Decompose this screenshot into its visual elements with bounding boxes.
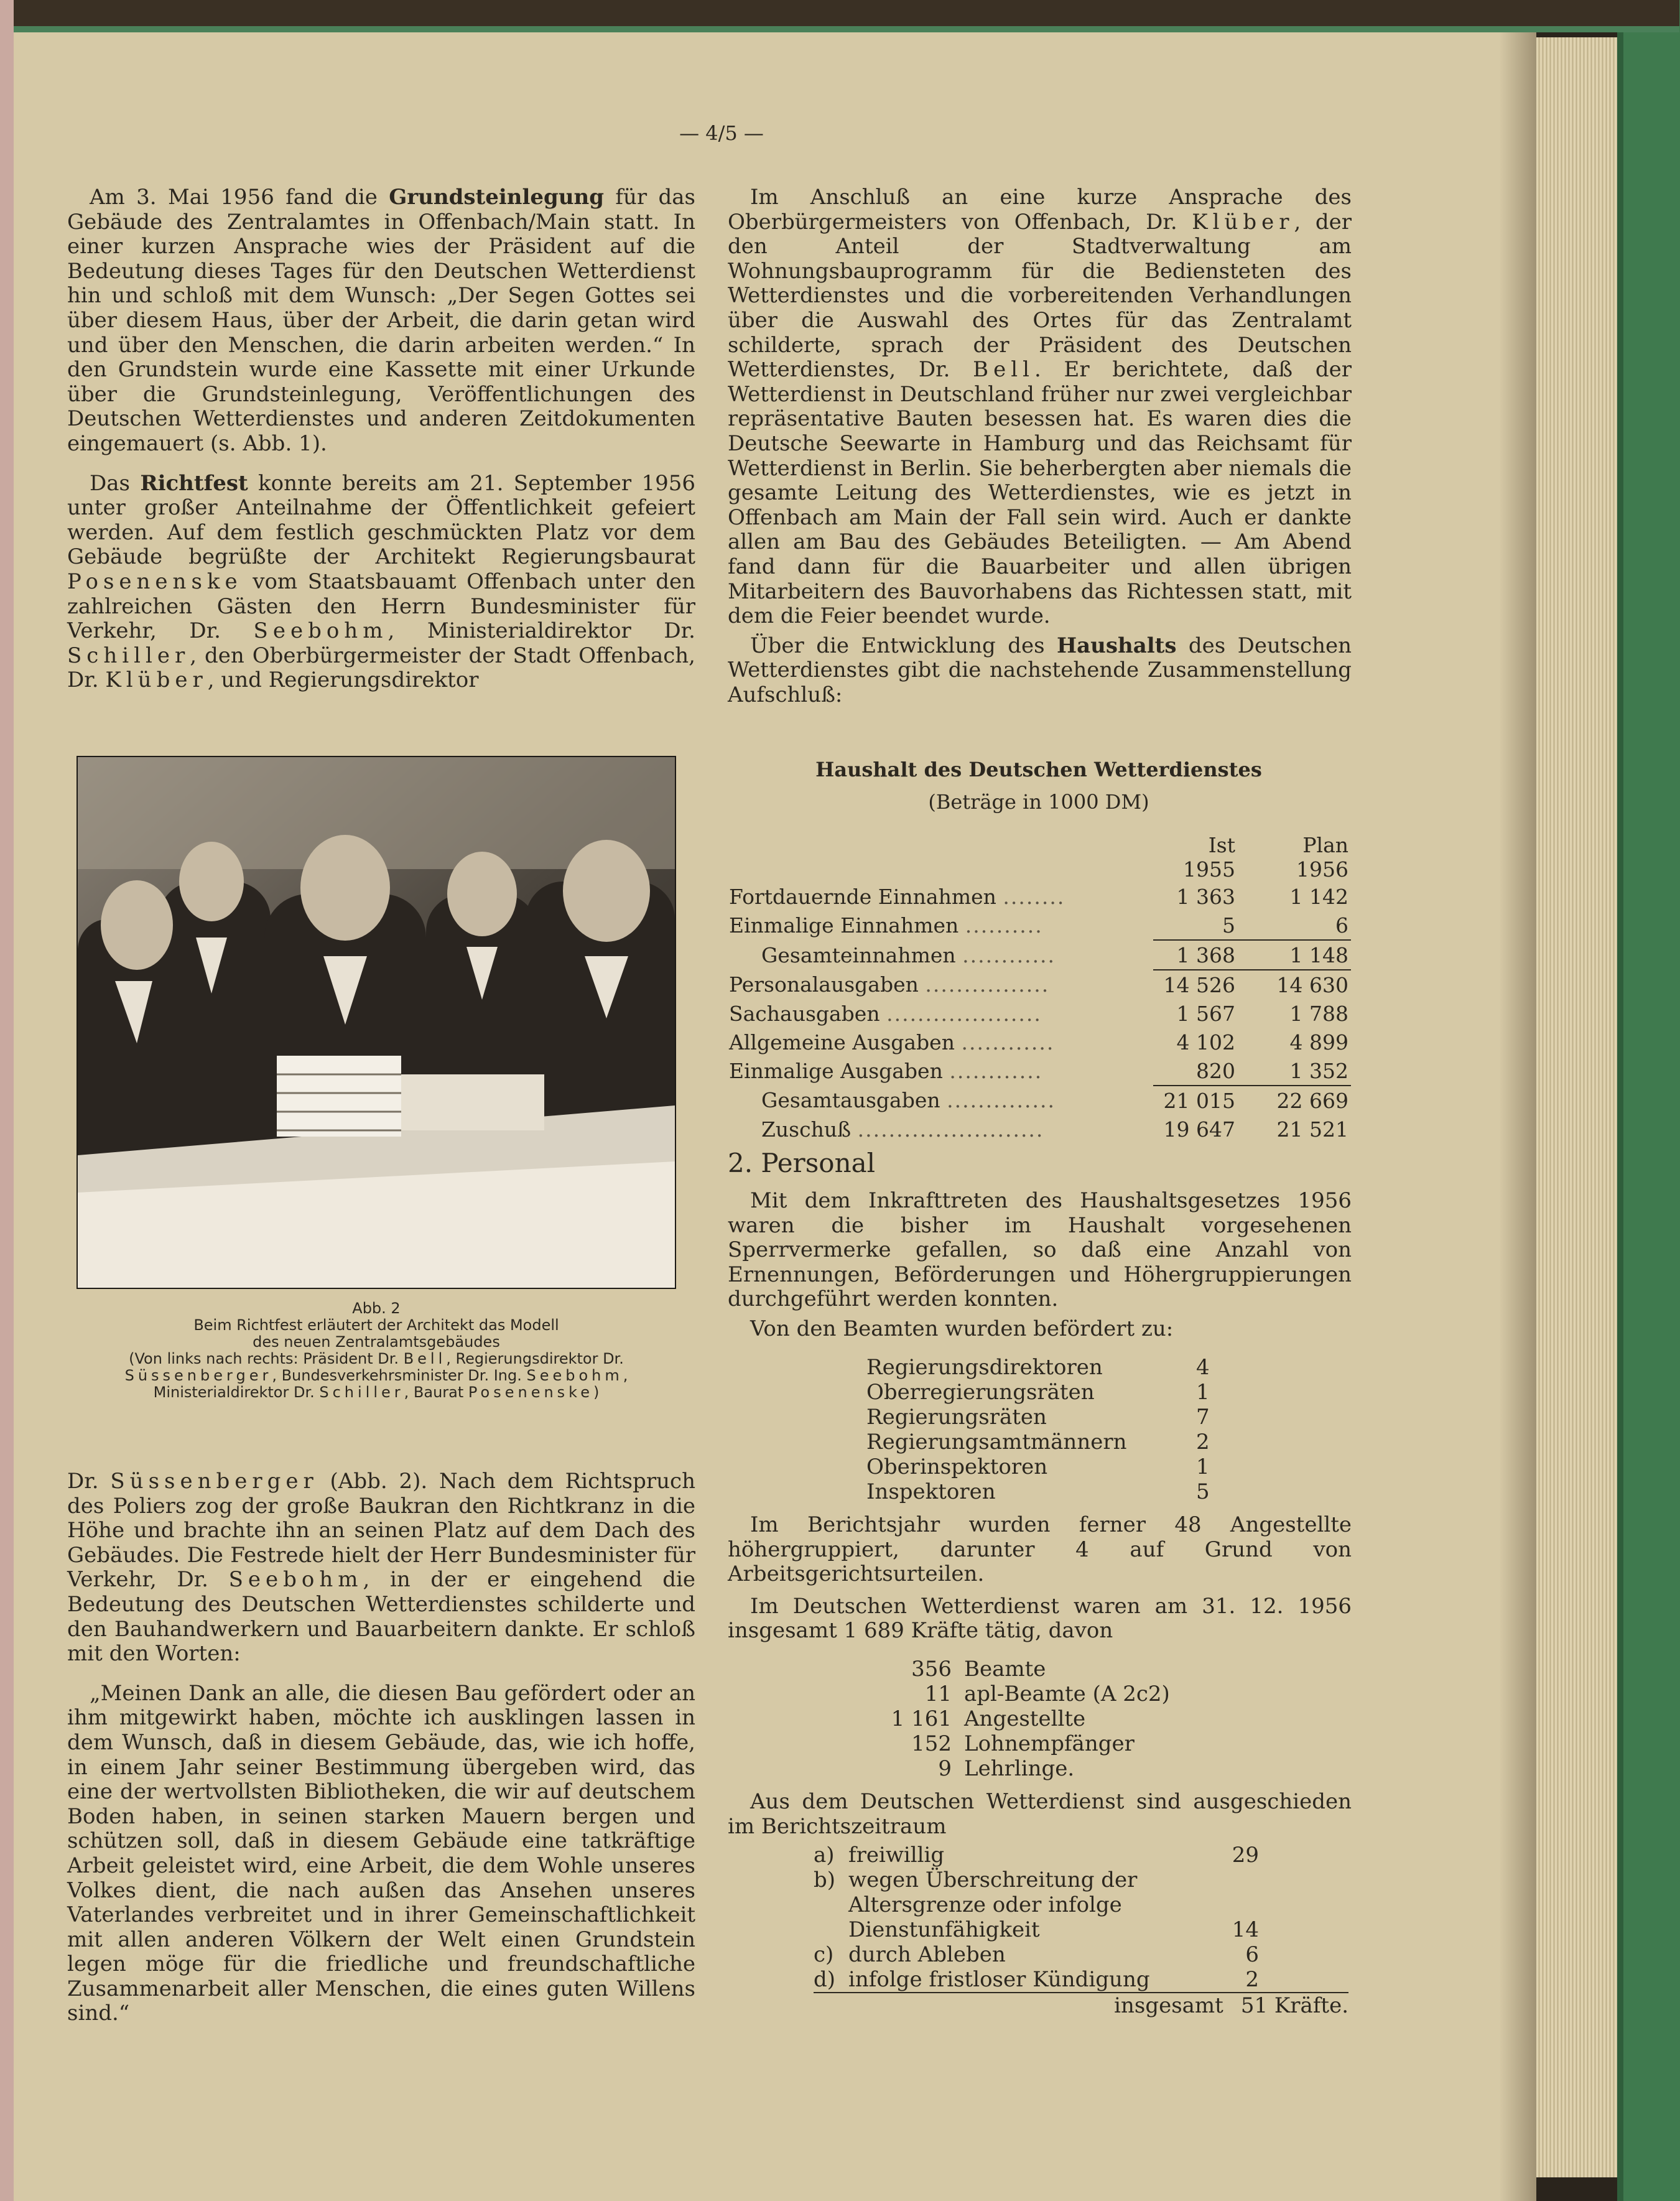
table-row: Personalausgaben ................ 14 526 14 630	[729, 972, 1348, 997]
list-item: Altersgrenze oder infolge	[848, 1892, 1122, 1917]
paragraph-suessenberger: Dr. Süssenberger (Abb. 2). Nach dem Richtspruch des Poliers zog der große Baukran den Richtkranz in die Höhe und brachte ihn an seinen Platz auf dem Dach des Gebäudes. Die Festrede hielt der Herr Bundesminister für Verkehr, Dr. Seebohm, in der er eingehend die Bedeutung des Deutschen Wetterdienstes schilderte und den Bauhandwerkern und Bauarbeitern dankte. Er schloß mit den Worten:	[67, 1469, 695, 1667]
budget-table	[729, 832, 1351, 1143]
list-item: Oberinspektoren 1	[866, 1454, 1210, 1479]
paragraph-hoehergruppiert: Im Berichtsjahr wurden ferner 48 Angestellte höhergruppiert, darunter 4 auf Grund von Arbeitsgerichtsurteilen.	[728, 1512, 1352, 1587]
table-subtitle: (Beträge in 1000 DM)	[928, 790, 1149, 814]
paragraph-kraefte: Im Deutschen Wetterdienst waren am 31. 12. 1956 insgesamt 1 689 Kräfte tätig, davon	[728, 1593, 1352, 1644]
table-row: Sachausgaben .................... 1 567 1 788	[729, 1001, 1348, 1026]
page-number: — 4/5 —	[679, 121, 764, 145]
paragraph-richtfest: Das Richtfest konnte bereits am 21. September 1956 unter großer Anteilnahme der Öffentlichkeit gefeiert werden. Auf dem festlich geschmückten Platz vor dem Gebäude begrüßte der Architekt Regierungsbaurat Posenenske vom Staatsbauamt Offenbach unter den zahlreichen Gästen den Herrn Bundesminister für Verkehr, Dr. Seebohm, Ministerialdirektor Dr. Schiller, den Oberbürgermeister der Stadt Offenbach, Dr. Klüber, und Regierungsdirektor	[67, 470, 695, 693]
table-row: Fortdauernde Einnahmen ........ 1 363 1 142	[729, 884, 1348, 909]
right-column-personal	[728, 1189, 1352, 1342]
total-label: insgesamt	[1114, 1993, 1223, 2018]
paragraph-inkrafttreten: Mit dem Inkrafttreten des Haushaltsgesetzes 1956 waren die bisher im Haushalt vorgesehenen Sperrvermerke gefallen, so daß eine Anzahl von Ernennungen, Beförderungen und Höhergruppierungen durchgeführt werden konnten.	[728, 1188, 1352, 1312]
column-header: Plan 1956	[1296, 833, 1348, 882]
list-item: Inspektoren 5	[866, 1479, 1210, 1504]
paragraph-quote: „Meinen Dank an alle, die diesen Bau gefördert oder an ihm mitgewirkt haben, möchte ich ausklingen lassen in dem Wunsch, daß in diesem Gebäude, das, wie ich hoffe, in einem Jahr seiner Bestimmung übergeben wird, das eine der wertvollsten Bibliotheken, die wir auf deutschem Boden haben, in seinen starken Mauern bergen und schützen soll, daß in diesem Gebäude eine tatkräftige Arbeit geleistet wird, eine Arbeit, die dem Wohle unseres Volkes dient, die nach außen das Ansehen unseres Vaterlandes verbreitet und in ihrer Gemeinschaftlichkeit mit allen anderen Völkern der Welt einen Grundstein legen möge für die friedliche und freundschaftliche Zusammenarbeit aller Menschen, die eines guten Willens sind.“	[67, 1680, 695, 2026]
paragraph-haushalt: Über die Entwicklung des Haushalts des Deutschen Wetterdienstes gibt die nachstehende Zusammenstellung Aufschluß:	[728, 633, 1352, 707]
departure-list	[814, 1843, 1348, 2018]
left-column-bottom	[67, 1469, 695, 2041]
paragraph-grundsteinlegung: Am 3. Mai 1956 fand die Grundsteinlegung für das Gebäude des Zentralamtes in Offenbach/Main statt. In einer kurzen Ansprache wies der Präsident auf die Bedeutung dieses Tages für den Deutschen Wetterdienst hin und schloß mit dem Wunsch: „Der Segen Gottes sei über diesem Haus, über der Arbeit, die darin getan wird und über den Menschen, die darin arbeiten werden.“ In den Grundstein wurde eine Kassette mit einer Urkunde über die Grundsteinlegung, Veröffentlichungen des Deutschen Wetterdienstes und anderen Zeitdokumenten eingemauert (s. Abb. 1).	[67, 185, 695, 456]
list-item: Regierungsamtmännern 2	[866, 1430, 1210, 1454]
paragraph-anschluss: Im Anschluß an eine kurze Ansprache des Oberbürgermeisters von Offenbach, Dr. Klüber, der den Anteil der Stadtverwaltung am Wohnungsbauprogramm für die Bediensteten des Wetterdienstes und die vorbereitenden Verhandlungen über die Auswahl des Ortes für das Zentralamt schilderte, sprach der Präsident des Deutschen Wetterdienstes, Dr. Bell. Er berichtete, daß der Wetterdienst in Deutschland früher nur zwei vergleichbar repräsentative Bauten besessen hat. Es waren dies die Deutsche Seewarte in Hamburg und das Reichsamt für Wetterdienst in Berlin. Sie beherbergten aber niemals die gesamte Leitung des Wetterdienstes, wie es jetzt in Offenbach am Main der Fall sein wird. Auch er dankte allen am Bau des Gebäudes Beteiligten. — Am Abend fand dann für die Bauarbeiter und allen übrigen Mitarbeitern des Bauvorhabens das Richtessen statt, mit dem die Feier beendet wurde.	[728, 185, 1352, 629]
page-gutter-shadow	[0, 0, 14, 2201]
departure-total	[814, 1993, 1348, 2018]
caption-names: (Von links nach rechts: Präsident Dr. Bell, Regierungsdirektor Dr. Süssenberger, Bundesverkehrsminister Dr. Ing. Seebohm, Ministerialdirektor Dr. Schiller, Baurat Posenenske)	[124, 1350, 628, 1401]
promotion-list	[866, 1355, 1215, 1504]
table-row: Zuschuß ........................ 19 647 21 521	[761, 1117, 1348, 1142]
table-title: Haushalt des Deutschen Wetterdienstes	[815, 758, 1262, 781]
right-column-staff	[728, 1513, 1352, 1644]
list-item: b) wegen Überschreitung der	[814, 1868, 1138, 1892]
staff-list	[883, 1657, 1256, 1781]
table-header-row	[729, 832, 1351, 882]
list-item: 152 Lohnempfänger	[911, 1731, 1135, 1756]
list-item: c) durch Ableben 6	[814, 1942, 1259, 1967]
total-value: 51 Kräfte.	[1240, 1993, 1348, 2018]
table-row-subtotal: Gesamtausgaben .............. 21 015 22 669	[761, 1088, 1348, 1113]
figure-caption	[75, 1300, 678, 1401]
list-item: Oberregierungsräten 1	[866, 1380, 1210, 1405]
paragraph-ausgeschieden: Aus dem Deutschen Wetterdienst sind ausgeschieden im Berichtszeitraum	[728, 1789, 1352, 1839]
list-item: 356 Beamte	[911, 1657, 1046, 1682]
photo-richtfest-model	[77, 756, 676, 1289]
caption-figure-number: Abb. 2	[352, 1300, 401, 1317]
right-column-departures	[728, 1790, 1352, 1839]
photo-illustration	[78, 757, 675, 1288]
list-item: 11 apl-Beamte (A 2c2)	[924, 1682, 1170, 1706]
caption-line: des neuen Zentralamtsgebäudes	[253, 1333, 500, 1351]
table-row: Einmalige Einnahmen .......... 5 6	[729, 913, 1348, 938]
list-item: a) freiwillig 29	[814, 1843, 1259, 1868]
book-cover	[1617, 0, 1680, 2201]
table-row-subtotal: Gesamteinnahmen ............ 1 368 1 148	[729, 940, 1351, 970]
list-item: d) infolge fristloser Kündigung 2	[814, 1967, 1348, 1993]
table-row: Allgemeine Ausgaben ............ 4 102 4 899	[729, 1030, 1348, 1054]
page-edges	[1536, 37, 1617, 2177]
table-row: Einmalige Ausgaben ............ 820 1 352	[729, 1056, 1351, 1086]
list-item: Dienstunfähigkeit 14	[848, 1917, 1259, 1942]
list-item: Regierungsdirektoren 4	[866, 1355, 1210, 1380]
section-heading-personal: 2. Personal	[728, 1148, 876, 1178]
left-column-top	[67, 185, 695, 708]
list-item: 1 161 Angestellte	[891, 1706, 1086, 1731]
column-header: Ist 1955	[1183, 833, 1235, 882]
top-binding	[14, 0, 1679, 32]
list-item: Regierungsräten 7	[866, 1405, 1210, 1430]
caption-line: Beim Richtfest erläutert der Architekt das Modell	[193, 1316, 559, 1334]
right-column-top	[728, 185, 1352, 722]
list-item: 9 Lehrlinge.	[938, 1756, 1075, 1781]
paragraph-befoerdert: Von den Beamten wurden befördert zu:	[750, 1316, 1174, 1341]
